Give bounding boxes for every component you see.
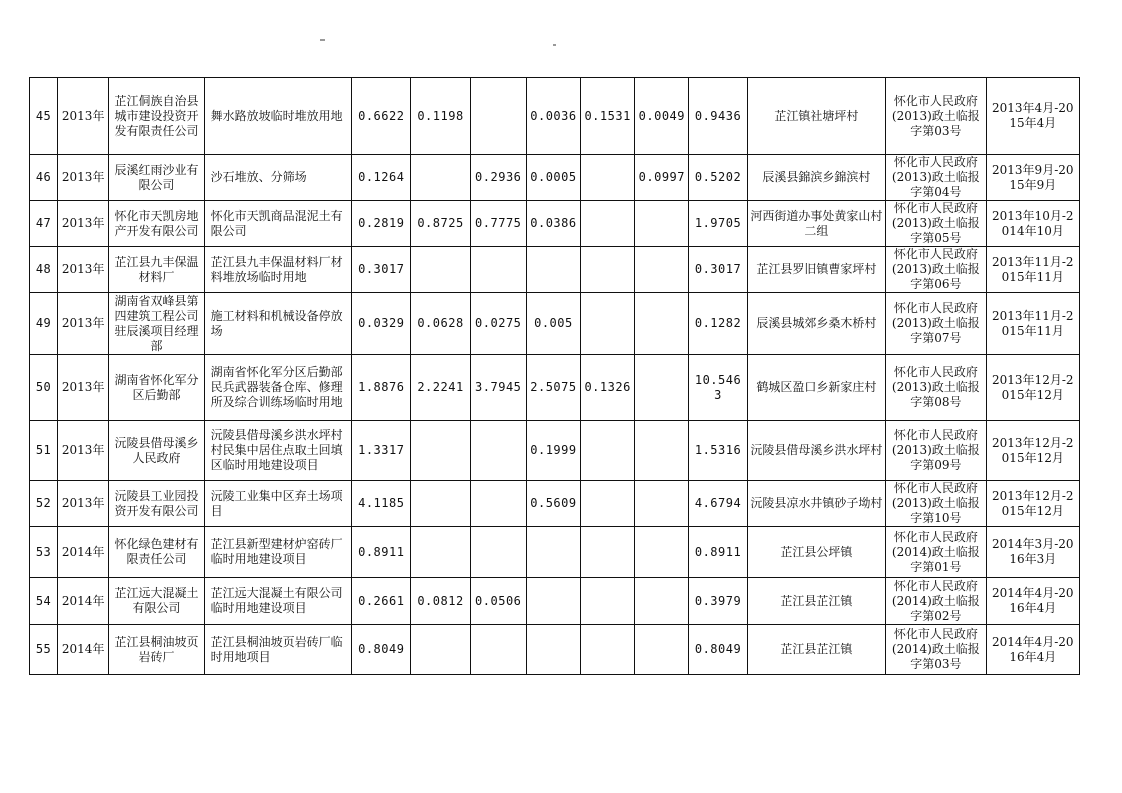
area-value-4: 0.0386 <box>526 201 580 247</box>
table-row <box>30 355 1080 421</box>
row-number: 45 <box>30 78 58 155</box>
area-value-5 <box>581 578 635 625</box>
area-value-5 <box>581 625 635 675</box>
table-row <box>30 481 1080 527</box>
use-period: 2013年4月-2015年4月 <box>986 78 1079 155</box>
area-value-1: 0.6622 <box>352 78 411 155</box>
table-row <box>30 78 1080 155</box>
land-location: 芷江镇社塘坪村 <box>747 78 886 155</box>
area-value-6 <box>635 578 689 625</box>
approval-document: 怀化市人民政府(2013)政土临报字第03号 <box>886 78 986 155</box>
year-cell: 2014年 <box>58 527 109 578</box>
area-value-1: 0.0329 <box>352 293 411 355</box>
area-value-4 <box>526 247 580 293</box>
area-total: 1.9705 <box>689 201 747 247</box>
land-location: 芷江县罗旧镇曹家坪村 <box>747 247 886 293</box>
approval-document: 怀化市人民政府(2014)政土临报字第03号 <box>886 625 986 675</box>
area-total: 4.6794 <box>689 481 747 527</box>
applicant-unit: 怀化绿色建材有限责任公司 <box>109 527 204 578</box>
approval-document: 怀化市人民政府(2014)政土临报字第01号 <box>886 527 986 578</box>
area-value-4 <box>526 578 580 625</box>
area-value-4 <box>526 527 580 578</box>
area-value-3: 0.2936 <box>470 155 526 201</box>
row-number: 53 <box>30 527 58 578</box>
project-name: 沅陵县借母溪乡洪水坪村村民集中居住点取土回填区临时用地建设项目 <box>204 421 352 481</box>
row-number: 55 <box>30 625 58 675</box>
area-value-3 <box>470 421 526 481</box>
approval-document: 怀化市人民政府(2013)政土临报字第05号 <box>886 201 986 247</box>
applicant-unit: 湖南省双峰县第四建筑工程公司驻辰溪项目经理部 <box>109 293 204 355</box>
use-period: 2013年10月-2014年10月 <box>986 201 1079 247</box>
applicant-unit: 辰溪红雨沙业有限公司 <box>109 155 204 201</box>
area-total: 1.5316 <box>689 421 747 481</box>
area-value-5: 0.1326 <box>581 355 635 421</box>
table-row <box>30 527 1080 578</box>
area-value-5 <box>581 481 635 527</box>
project-name: 芷江县桐油坡页岩砖厂临时用地项目 <box>204 625 352 675</box>
row-number: 51 <box>30 421 58 481</box>
area-value-6 <box>635 421 689 481</box>
year-cell: 2013年 <box>58 201 109 247</box>
year-cell: 2014年 <box>58 625 109 675</box>
area-value-2 <box>411 625 470 675</box>
approval-document: 怀化市人民政府(2013)政土临报字第06号 <box>886 247 986 293</box>
area-value-5 <box>581 527 635 578</box>
area-value-2 <box>411 527 470 578</box>
project-name: 芷江县新型建材炉窑砖厂临时用地建设项目 <box>204 527 352 578</box>
use-period: 2013年11月-2015年11月 <box>986 293 1079 355</box>
area-value-3 <box>470 527 526 578</box>
project-name: 沅陵工业集中区弃土场项目 <box>204 481 352 527</box>
area-total: 0.3017 <box>689 247 747 293</box>
area-value-2: 0.0628 <box>411 293 470 355</box>
project-name: 沙石堆放、分筛场 <box>204 155 352 201</box>
area-value-3 <box>470 78 526 155</box>
table-row <box>30 155 1080 201</box>
applicant-unit: 芷江侗族自治县城市建设投资开发有限责任公司 <box>109 78 204 155</box>
land-location: 沅陵县凉水井镇砂子坳村 <box>747 481 886 527</box>
row-number: 47 <box>30 201 58 247</box>
row-number: 52 <box>30 481 58 527</box>
area-value-3: 0.0506 <box>470 578 526 625</box>
year-cell: 2014年 <box>58 578 109 625</box>
approval-document: 怀化市人民政府(2013)政土临报字第07号 <box>886 293 986 355</box>
use-period: 2014年4月-2016年4月 <box>986 578 1079 625</box>
area-value-2: 0.8725 <box>411 201 470 247</box>
area-value-6 <box>635 481 689 527</box>
scan-mark <box>320 39 325 41</box>
land-location: 芷江县芷江镇 <box>747 578 886 625</box>
area-total: 0.8049 <box>689 625 747 675</box>
land-location: 芷江县公坪镇 <box>747 527 886 578</box>
year-cell: 2013年 <box>58 355 109 421</box>
area-value-4: 2.5075 <box>526 355 580 421</box>
year-cell: 2013年 <box>58 481 109 527</box>
area-value-4: 0.0036 <box>526 78 580 155</box>
area-value-3 <box>470 625 526 675</box>
area-value-5 <box>581 293 635 355</box>
project-name: 芷江远大混凝土有限公司临时用地建设项目 <box>204 578 352 625</box>
use-period: 2014年3月-2016年3月 <box>986 527 1079 578</box>
area-value-1: 0.2661 <box>352 578 411 625</box>
project-name: 芷江县九丰保温材料厂材料堆放场临时用地 <box>204 247 352 293</box>
area-value-2 <box>411 247 470 293</box>
area-value-4: 0.005 <box>526 293 580 355</box>
row-number: 48 <box>30 247 58 293</box>
applicant-unit: 芷江县桐油坡页岩砖厂 <box>109 625 204 675</box>
area-value-2 <box>411 421 470 481</box>
temporary-land-use-table <box>29 77 1080 675</box>
use-period: 2014年4月-2016年4月 <box>986 625 1079 675</box>
area-value-1: 1.3317 <box>352 421 411 481</box>
approval-document: 怀化市人民政府(2014)政土临报字第02号 <box>886 578 986 625</box>
area-value-4: 0.1999 <box>526 421 580 481</box>
project-name: 舞水路放坡临时堆放用地 <box>204 78 352 155</box>
area-total: 0.8911 <box>689 527 747 578</box>
applicant-unit: 芷江远大混凝土有限公司 <box>109 578 204 625</box>
table-row <box>30 625 1080 675</box>
area-value-6 <box>635 625 689 675</box>
row-number: 46 <box>30 155 58 201</box>
area-value-1: 0.3017 <box>352 247 411 293</box>
area-value-6 <box>635 247 689 293</box>
area-value-4: 0.0005 <box>526 155 580 201</box>
area-value-3: 0.0275 <box>470 293 526 355</box>
year-cell: 2013年 <box>58 421 109 481</box>
land-location: 辰溪县城郊乡桑木桥村 <box>747 293 886 355</box>
area-value-2: 0.1198 <box>411 78 470 155</box>
use-period: 2013年12月-2015年12月 <box>986 481 1079 527</box>
area-value-2: 2.2241 <box>411 355 470 421</box>
area-value-6 <box>635 293 689 355</box>
project-name: 怀化市天凯商品混泥土有限公司 <box>204 201 352 247</box>
year-cell: 2013年 <box>58 155 109 201</box>
applicant-unit: 芷江县九丰保温材料厂 <box>109 247 204 293</box>
year-cell: 2013年 <box>58 78 109 155</box>
approval-document: 怀化市人民政府(2013)政土临报字第10号 <box>886 481 986 527</box>
area-value-3: 3.7945 <box>470 355 526 421</box>
area-value-5 <box>581 247 635 293</box>
approval-document: 怀化市人民政府(2013)政土临报字第04号 <box>886 155 986 201</box>
land-location: 辰溪县錦滨乡錦滨村 <box>747 155 886 201</box>
area-value-2: 0.0812 <box>411 578 470 625</box>
area-value-5 <box>581 201 635 247</box>
table-row <box>30 578 1080 625</box>
use-period: 2013年12月-2015年12月 <box>986 421 1079 481</box>
applicant-unit: 湖南省怀化军分区后勤部 <box>109 355 204 421</box>
table-row <box>30 293 1080 355</box>
area-value-5: 0.1531 <box>581 78 635 155</box>
area-value-6 <box>635 201 689 247</box>
area-value-6: 0.0049 <box>635 78 689 155</box>
area-value-1: 0.8911 <box>352 527 411 578</box>
area-value-4 <box>526 625 580 675</box>
area-total: 10.5463 <box>689 355 747 421</box>
area-value-5 <box>581 421 635 481</box>
area-value-3 <box>470 481 526 527</box>
area-value-6 <box>635 527 689 578</box>
area-value-6: 0.0997 <box>635 155 689 201</box>
table-row <box>30 421 1080 481</box>
area-value-3: 0.7775 <box>470 201 526 247</box>
area-value-1: 0.8049 <box>352 625 411 675</box>
applicant-unit: 沅陵县借母溪乡人民政府 <box>109 421 204 481</box>
use-period: 2013年11月-2015年11月 <box>986 247 1079 293</box>
row-number: 50 <box>30 355 58 421</box>
area-value-1: 4.1185 <box>352 481 411 527</box>
area-total: 0.1282 <box>689 293 747 355</box>
area-total: 0.3979 <box>689 578 747 625</box>
area-value-5 <box>581 155 635 201</box>
row-number: 49 <box>30 293 58 355</box>
applicant-unit: 怀化市天凯房地产开发有限公司 <box>109 201 204 247</box>
area-value-1: 0.2819 <box>352 201 411 247</box>
area-value-1: 0.1264 <box>352 155 411 201</box>
scan-mark <box>553 44 556 46</box>
land-location: 鹤城区盈口乡新家庄村 <box>747 355 886 421</box>
table-row <box>30 201 1080 247</box>
use-period: 2013年9月-2015年9月 <box>986 155 1079 201</box>
approval-document: 怀化市人民政府(2013)政土临报字第08号 <box>886 355 986 421</box>
area-value-2 <box>411 155 470 201</box>
applicant-unit: 沅陵县工业园投资开发有限公司 <box>109 481 204 527</box>
row-number: 54 <box>30 578 58 625</box>
area-value-2 <box>411 481 470 527</box>
project-name: 湖南省怀化军分区后勤部民兵武器装备仓库、修理所及综合训练场临时用地 <box>204 355 352 421</box>
area-value-1: 1.8876 <box>352 355 411 421</box>
table-row <box>30 247 1080 293</box>
area-value-6 <box>635 355 689 421</box>
approval-document: 怀化市人民政府(2013)政土临报字第09号 <box>886 421 986 481</box>
use-period: 2013年12月-2015年12月 <box>986 355 1079 421</box>
area-value-3 <box>470 247 526 293</box>
area-total: 0.5202 <box>689 155 747 201</box>
year-cell: 2013年 <box>58 293 109 355</box>
land-location: 芷江县芷江镇 <box>747 625 886 675</box>
land-location: 沅陵县借母溪乡洪水坪村 <box>747 421 886 481</box>
year-cell: 2013年 <box>58 247 109 293</box>
project-name: 施工材料和机械设备停放场 <box>204 293 352 355</box>
area-total: 0.9436 <box>689 78 747 155</box>
area-value-4: 0.5609 <box>526 481 580 527</box>
land-location: 河西街道办事处黄家山村二组 <box>747 201 886 247</box>
